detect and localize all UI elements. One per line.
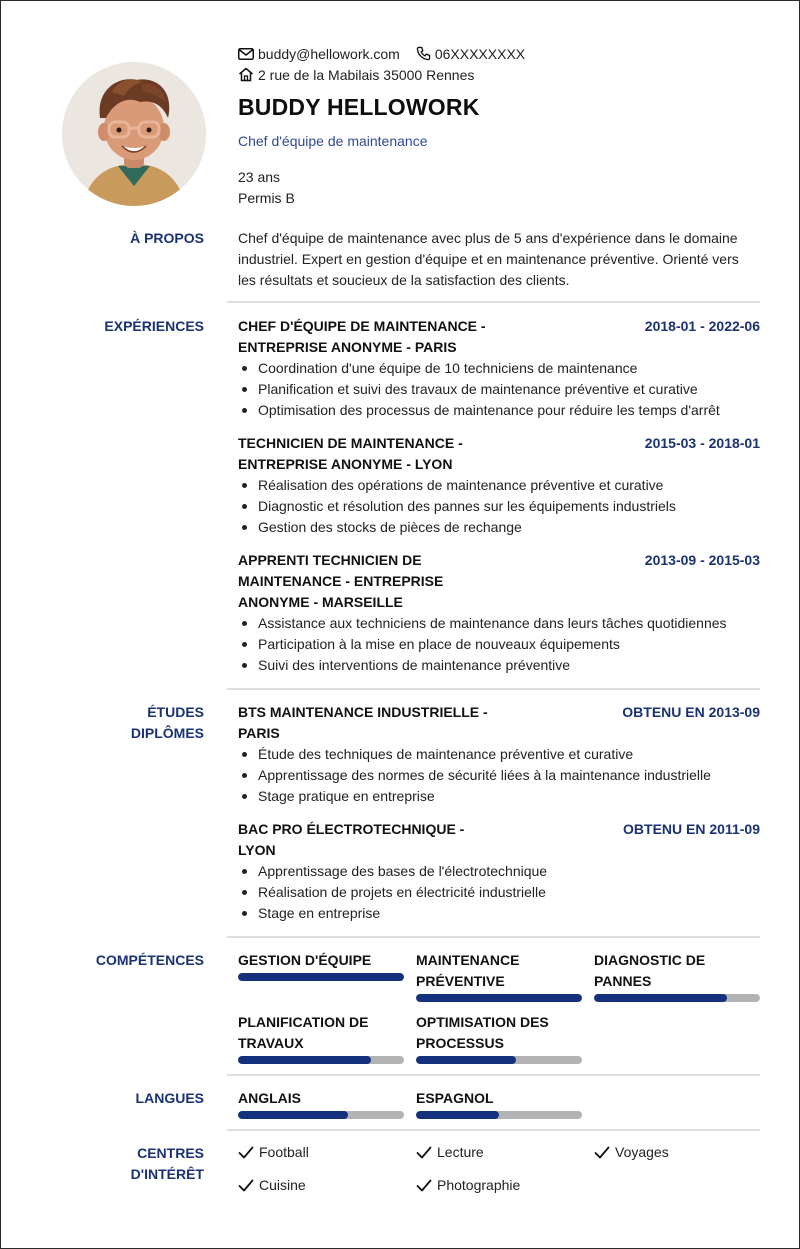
experience-title	[238, 433, 463, 475]
skills-label: COMPÉTENCES	[95, 952, 204, 968]
education-date: OBTENU EN 2011-09	[623, 821, 760, 837]
skill-name-line: PROCESSUS	[416, 1035, 504, 1051]
interest-item	[238, 1177, 306, 1193]
experience-entry	[238, 433, 760, 538]
list-item: Diagnostic et résolution des pannes sur les équipements industriels	[238, 496, 760, 517]
check-icon	[238, 1179, 254, 1192]
skill-item	[238, 1012, 404, 1064]
language-bar	[416, 1111, 582, 1119]
divider	[227, 301, 760, 303]
check-icon	[594, 1146, 610, 1159]
list-item: Assistance aux techniciens de maintenance dans leurs tâches quotidiennes	[238, 613, 760, 634]
list-item: Stage en entreprise	[238, 903, 760, 924]
experience-dates: 2013-09 - 2015-03	[644, 552, 760, 568]
title-line: ENTREPRISE ANONYME - PARIS	[238, 339, 457, 355]
interest-item	[416, 1144, 484, 1160]
interest-item	[238, 1144, 309, 1160]
skill-bar-fill	[594, 994, 727, 1002]
list-item: Coordination d'une équipe de 10 techniciens de maintenance	[238, 358, 760, 379]
title-line: TECHNICIEN DE MAINTENANCE -	[238, 435, 463, 451]
experience-entry	[238, 550, 760, 676]
driving-license: Permis B	[238, 190, 295, 206]
divider	[227, 936, 760, 938]
check-icon	[416, 1179, 432, 1192]
experience-title	[238, 550, 443, 613]
language-name: ESPAGNOL	[416, 1090, 494, 1106]
interests-label	[34, 1143, 204, 1185]
skill-bar-fill	[416, 1056, 516, 1064]
title-line: APPRENTI TECHNICIEN DE	[238, 552, 422, 568]
education-title	[238, 819, 464, 861]
interest-label: Cuisine	[259, 1177, 306, 1193]
interest-label: Lecture	[437, 1144, 484, 1160]
bullet-list	[238, 358, 760, 421]
language-bar-fill	[238, 1111, 348, 1119]
skill-name	[416, 1012, 582, 1054]
skill-name-line: TRAVAUX	[238, 1035, 304, 1051]
skill-bar	[416, 994, 582, 1002]
experience-dates: 2018-01 - 2022-06	[644, 318, 760, 334]
check-icon	[238, 1146, 254, 1159]
divider	[227, 688, 760, 690]
label-line: DIPLÔMES	[130, 725, 204, 741]
experience-entry	[238, 316, 760, 421]
list-item: Apprentissage des normes de sécurité liées à la maintenance industrielle	[238, 765, 760, 786]
contact-row	[238, 43, 760, 64]
list-item: Participation à la mise en place de nouveaux équipements	[238, 634, 760, 655]
check-icon	[416, 1146, 432, 1159]
title-line: ENTREPRISE ANONYME - LYON	[238, 456, 453, 472]
list-item: Réalisation des opérations de maintenance préventive et curative	[238, 475, 760, 496]
home-icon	[238, 67, 254, 82]
about-label: À PROPOS	[130, 230, 204, 246]
title-line: BAC PRO ÉLECTROTECHNIQUE -	[238, 821, 465, 837]
skill-name	[238, 1012, 404, 1054]
list-item: Gestion des stocks de pièces de rechange	[238, 517, 760, 538]
about-text: Chef d'équipe de maintenance avec plus de 5 ans d'expérience dans le domaine industriel. Expert en gestion d'équipe et en maintenance préventive. Orienté vers les résultats et soucieux de la satisfaction des clients.	[238, 230, 739, 288]
title-line: BTS MAINTENANCE INDUSTRIELLE -	[238, 704, 488, 720]
education-label	[34, 702, 204, 744]
list-item: Suivi des interventions de maintenance préventive	[238, 655, 760, 676]
experience-title	[238, 316, 486, 358]
skill-item	[594, 950, 760, 1002]
job-title: Chef d'équipe de maintenance	[238, 133, 428, 149]
phone-contact[interactable]	[416, 46, 525, 62]
interest-label: Football	[259, 1144, 309, 1160]
email-text: buddy@hellowork.com	[258, 45, 400, 62]
skill-name-line: DIAGNOSTIC DE	[594, 952, 706, 968]
experiences-label: EXPÉRIENCES	[104, 318, 204, 334]
skill-bar-fill	[238, 973, 404, 981]
bullet-list	[238, 613, 760, 676]
phone-icon	[416, 46, 431, 61]
label-line: ÉTUDES	[147, 704, 204, 720]
skill-bar-fill	[416, 994, 582, 1002]
skill-name	[416, 950, 582, 992]
skill-name-line: MAINTENANCE	[416, 952, 520, 968]
title-line: PARIS	[238, 725, 280, 741]
label-line: D'INTÉRÊT	[130, 1166, 204, 1182]
language-name: ANGLAIS	[238, 1090, 301, 1106]
skill-bar	[238, 973, 404, 981]
divider	[227, 1129, 760, 1131]
interest-label: Voyages	[615, 1144, 669, 1160]
bullet-list	[238, 475, 760, 538]
list-item: Stage pratique en entreprise	[238, 786, 760, 807]
skill-bar	[594, 994, 760, 1002]
email-contact[interactable]	[238, 46, 400, 62]
interest-label: Photographie	[437, 1177, 521, 1193]
skill-item	[238, 950, 404, 981]
title-line: CHEF D'ÉQUIPE DE MAINTENANCE -	[238, 318, 486, 334]
interest-item	[416, 1177, 520, 1193]
list-item: Planification et suivi des travaux de maintenance préventive et curative	[238, 379, 760, 400]
skill-name-line: PANNES	[594, 973, 652, 989]
address-text: 2 rue de la Mabilais 35000 Rennes	[258, 66, 475, 83]
phone-text: 06XXXXXXXX	[434, 45, 526, 62]
skill-item	[416, 1012, 582, 1064]
languages-label: LANGUES	[135, 1090, 204, 1106]
bullet-list	[238, 744, 760, 807]
title-line: ANONYME - MARSEILLE	[238, 594, 403, 610]
label-line: CENTRES	[137, 1145, 204, 1161]
list-item: Réalisation de projets en électricité industrielle	[238, 882, 760, 903]
mail-icon	[238, 48, 254, 60]
skill-name-line: PLANIFICATION DE	[238, 1014, 369, 1030]
candidate-name: BUDDY HELLOWORK	[238, 94, 480, 120]
education-title	[238, 702, 488, 744]
skill-name-line: OPTIMISATION DES	[416, 1014, 549, 1030]
divider	[227, 1074, 760, 1076]
header	[238, 43, 760, 209]
language-bar-fill	[416, 1111, 499, 1119]
skill-bar-fill	[238, 1056, 371, 1064]
language-item	[238, 1088, 404, 1119]
address-row	[238, 64, 760, 85]
education-entry	[238, 702, 760, 807]
education-date: OBTENU EN 2013-09	[622, 704, 760, 720]
language-item	[416, 1088, 582, 1119]
skill-name	[238, 950, 404, 971]
education-entry	[238, 819, 760, 924]
title-line: MAINTENANCE - ENTREPRISE	[238, 573, 444, 589]
list-item: Étude des techniques de maintenance préventive et curative	[238, 744, 760, 765]
interest-item	[594, 1144, 669, 1160]
skill-item	[416, 950, 582, 1002]
avatar	[62, 62, 206, 206]
skill-name-line: PRÉVENTIVE	[416, 973, 505, 989]
address-contact	[238, 67, 474, 83]
language-bar	[238, 1111, 404, 1119]
bullet-list	[238, 861, 760, 924]
title-line: LYON	[238, 842, 276, 858]
skill-bar	[416, 1056, 582, 1064]
skill-bar	[238, 1056, 404, 1064]
age: 23 ans	[238, 169, 281, 185]
experience-dates: 2015-03 - 2018-01	[644, 435, 760, 451]
list-item: Optimisation des processus de maintenance pour réduire les temps d'arrêt	[238, 400, 760, 421]
skill-name-line: GESTION D'ÉQUIPE	[238, 952, 372, 968]
skill-name	[594, 950, 760, 992]
personal-info	[238, 167, 760, 209]
list-item: Apprentissage des bases de l'électrotechnique	[238, 861, 760, 882]
